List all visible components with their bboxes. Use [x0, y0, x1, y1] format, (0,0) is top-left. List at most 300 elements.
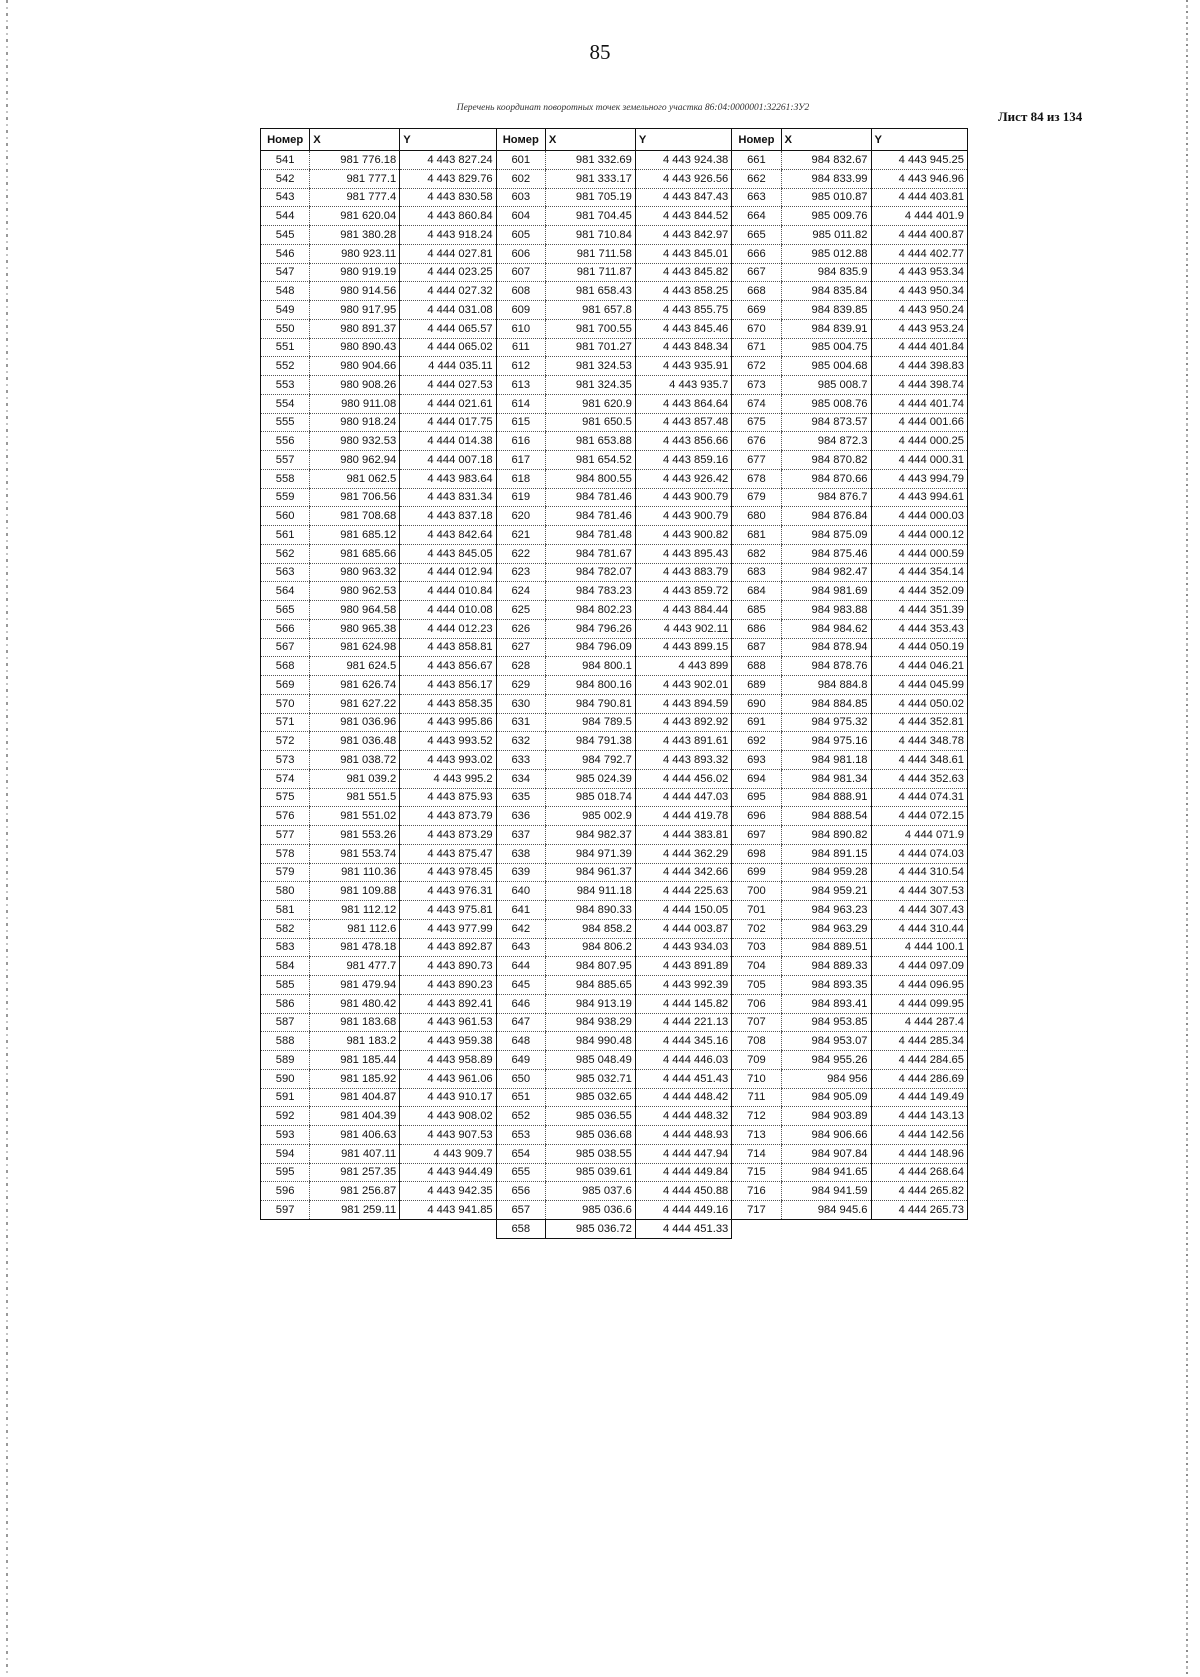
- cell-x-coordinate: 984 982.47: [781, 563, 871, 582]
- cell-y-coordinate: 4 443 935.91: [635, 357, 731, 376]
- cell-y-coordinate: 4 443 830.58: [400, 188, 496, 207]
- cell-point-number: 576: [261, 807, 310, 826]
- cell-y-coordinate: 4 443 858.35: [400, 694, 496, 713]
- table-row: [261, 282, 968, 301]
- cell-y-coordinate: 4 444 072.15: [871, 807, 967, 826]
- cell-point-number: 678: [732, 469, 781, 488]
- cell-x-coordinate: 984 888.54: [781, 807, 871, 826]
- cell-point-number: 588: [261, 1032, 310, 1051]
- cell-point-number: 717: [732, 1201, 781, 1220]
- empty-cell: [732, 1219, 781, 1238]
- cell-point-number: 642: [496, 919, 545, 938]
- cell-y-coordinate: 4 443 993.02: [400, 751, 496, 770]
- cell-x-coordinate: 981 553.26: [310, 826, 400, 845]
- cell-y-coordinate: 4 444 007.18: [400, 451, 496, 470]
- cell-x-coordinate: 984 907.84: [781, 1144, 871, 1163]
- cell-x-coordinate: 981 685.66: [310, 544, 400, 563]
- cell-x-coordinate: 984 911.18: [545, 882, 635, 901]
- cell-point-number: 695: [732, 788, 781, 807]
- table-row: [261, 657, 968, 676]
- cell-x-coordinate: 984 889.51: [781, 938, 871, 957]
- table-row: [261, 807, 968, 826]
- cell-x-coordinate: 981 036.48: [310, 732, 400, 751]
- cell-y-coordinate: 4 444 010.08: [400, 601, 496, 620]
- table-row: [261, 638, 968, 657]
- table-row: [261, 1013, 968, 1032]
- cell-y-coordinate: 4 444 351.39: [871, 601, 967, 620]
- cell-y-coordinate: 4 444 012.94: [400, 563, 496, 582]
- table-row: [261, 882, 968, 901]
- cell-y-coordinate: 4 444 000.03: [871, 507, 967, 526]
- cell-point-number: 611: [496, 338, 545, 357]
- cell-y-coordinate: 4 443 883.79: [635, 563, 731, 582]
- cell-x-coordinate: 981 404.39: [310, 1107, 400, 1126]
- cell-y-coordinate: 4 444 000.25: [871, 432, 967, 451]
- cell-x-coordinate: 984 800.16: [545, 676, 635, 695]
- cell-y-coordinate: 4 444 046.21: [871, 657, 967, 676]
- cell-point-number: 664: [732, 207, 781, 226]
- cell-point-number: 692: [732, 732, 781, 751]
- cell-point-number: 615: [496, 413, 545, 432]
- cell-point-number: 594: [261, 1144, 310, 1163]
- cell-y-coordinate: 4 444 145.82: [635, 994, 731, 1013]
- cell-y-coordinate: 4 444 003.87: [635, 919, 731, 938]
- cell-y-coordinate: 4 444 035.11: [400, 357, 496, 376]
- cell-y-coordinate: 4 444 265.82: [871, 1182, 967, 1201]
- cell-point-number: 587: [261, 1013, 310, 1032]
- cell-y-coordinate: 4 443 907.53: [400, 1126, 496, 1145]
- cell-point-number: 708: [732, 1032, 781, 1051]
- cell-y-coordinate: 4 444 031.08: [400, 301, 496, 320]
- cell-point-number: 710: [732, 1069, 781, 1088]
- cell-x-coordinate: 981 553.74: [310, 844, 400, 863]
- cell-x-coordinate: 985 036.55: [545, 1107, 635, 1126]
- table-row: [261, 469, 968, 488]
- cell-point-number: 597: [261, 1201, 310, 1220]
- cell-x-coordinate: 984 893.41: [781, 994, 871, 1013]
- cell-x-coordinate: 980 908.26: [310, 376, 400, 395]
- cell-point-number: 679: [732, 488, 781, 507]
- cell-y-coordinate: 4 443 856.17: [400, 676, 496, 695]
- cell-x-coordinate: 985 048.49: [545, 1051, 635, 1070]
- cell-y-coordinate: 4 443 976.31: [400, 882, 496, 901]
- cell-point-number: 559: [261, 488, 310, 507]
- table-row: [261, 1107, 968, 1126]
- cell-x-coordinate: 981 380.28: [310, 226, 400, 245]
- cell-y-coordinate: 4 444 402.77: [871, 244, 967, 263]
- cell-y-coordinate: 4 443 918.24: [400, 226, 496, 245]
- cell-y-coordinate: 4 444 285.34: [871, 1032, 967, 1051]
- cell-x-coordinate: 984 796.26: [545, 619, 635, 638]
- cell-point-number: 665: [732, 226, 781, 245]
- cell-point-number: 590: [261, 1069, 310, 1088]
- cell-y-coordinate: 4 444 100.1: [871, 938, 967, 957]
- cell-y-coordinate: 4 444 449.84: [635, 1163, 731, 1182]
- table-row: [261, 394, 968, 413]
- cell-point-number: 647: [496, 1013, 545, 1032]
- cell-x-coordinate: 985 004.75: [781, 338, 871, 357]
- cell-y-coordinate: 4 444 012.23: [400, 619, 496, 638]
- cell-y-coordinate: 4 443 857.48: [635, 413, 731, 432]
- cell-point-number: 685: [732, 601, 781, 620]
- cell-point-number: 593: [261, 1126, 310, 1145]
- cell-point-number: 698: [732, 844, 781, 863]
- cell-x-coordinate: 984 963.23: [781, 901, 871, 920]
- cell-x-coordinate: 984 959.28: [781, 863, 871, 882]
- cell-point-number: 700: [732, 882, 781, 901]
- cell-x-coordinate: 981 701.27: [545, 338, 635, 357]
- cell-x-coordinate: 985 009.76: [781, 207, 871, 226]
- header-x-3: X: [781, 129, 871, 151]
- cell-x-coordinate: 984 945.6: [781, 1201, 871, 1220]
- cell-y-coordinate: 4 444 142.56: [871, 1126, 967, 1145]
- cell-point-number: 580: [261, 882, 310, 901]
- table-row: [261, 976, 968, 995]
- cell-y-coordinate: 4 444 143.13: [871, 1107, 967, 1126]
- cell-point-number: 646: [496, 994, 545, 1013]
- cell-point-number: 603: [496, 188, 545, 207]
- cell-point-number: 562: [261, 544, 310, 563]
- cell-point-number: 596: [261, 1182, 310, 1201]
- cell-y-coordinate: 4 444 362.29: [635, 844, 731, 863]
- cell-x-coordinate: 985 008.76: [781, 394, 871, 413]
- cell-x-coordinate: 984 963.29: [781, 919, 871, 938]
- cell-y-coordinate: 4 443 845.46: [635, 319, 731, 338]
- cell-x-coordinate: 984 938.29: [545, 1013, 635, 1032]
- cell-y-coordinate: 4 443 845.82: [635, 263, 731, 282]
- cell-y-coordinate: 4 443 959.38: [400, 1032, 496, 1051]
- empty-cell: [781, 1219, 871, 1238]
- cell-y-coordinate: 4 443 900.79: [635, 507, 731, 526]
- cell-x-coordinate: 980 911.08: [310, 394, 400, 413]
- cell-point-number: 672: [732, 357, 781, 376]
- cell-x-coordinate: 984 789.5: [545, 713, 635, 732]
- cell-point-number: 630: [496, 694, 545, 713]
- cell-y-coordinate: 4 443 935.7: [635, 376, 731, 395]
- cell-y-coordinate: 4 444 449.16: [635, 1201, 731, 1220]
- cell-x-coordinate: 981 185.92: [310, 1069, 400, 1088]
- table-row: [261, 544, 968, 563]
- table-row: [261, 994, 968, 1013]
- cell-x-coordinate: 984 890.82: [781, 826, 871, 845]
- cell-point-number: 592: [261, 1107, 310, 1126]
- cell-point-number: 542: [261, 169, 310, 188]
- cell-x-coordinate: 984 839.91: [781, 319, 871, 338]
- cell-y-coordinate: 4 444 451.33: [635, 1219, 731, 1238]
- cell-y-coordinate: 4 444 307.53: [871, 882, 967, 901]
- cell-point-number: 714: [732, 1144, 781, 1163]
- cell-y-coordinate: 4 443 942.35: [400, 1182, 496, 1201]
- cell-x-coordinate: 984 802.23: [545, 601, 635, 620]
- cell-x-coordinate: 984 884.85: [781, 694, 871, 713]
- cell-x-coordinate: 981 407.11: [310, 1144, 400, 1163]
- cell-x-coordinate: 985 036.72: [545, 1219, 635, 1238]
- coordinates-table: [260, 128, 968, 1239]
- cell-y-coordinate: 4 444 149.49: [871, 1088, 967, 1107]
- cell-point-number: 577: [261, 826, 310, 845]
- cell-point-number: 620: [496, 507, 545, 526]
- cell-y-coordinate: 4 443 892.92: [635, 713, 731, 732]
- cell-y-coordinate: 4 444 403.81: [871, 188, 967, 207]
- cell-x-coordinate: 985 004.68: [781, 357, 871, 376]
- cell-x-coordinate: 981 333.17: [545, 169, 635, 188]
- table-row: [261, 863, 968, 882]
- table-row: [261, 451, 968, 470]
- cell-x-coordinate: 985 036.6: [545, 1201, 635, 1220]
- cell-x-coordinate: 981 551.02: [310, 807, 400, 826]
- empty-cell: [400, 1219, 496, 1238]
- cell-x-coordinate: 980 923.11: [310, 244, 400, 263]
- cell-point-number: 605: [496, 226, 545, 245]
- cell-point-number: 658: [496, 1219, 545, 1238]
- cell-y-coordinate: 4 443 873.29: [400, 826, 496, 845]
- table-row: [261, 226, 968, 245]
- cell-y-coordinate: 4 444 345.16: [635, 1032, 731, 1051]
- cell-x-coordinate: 981 038.72: [310, 751, 400, 770]
- cell-point-number: 686: [732, 619, 781, 638]
- table-row: [261, 301, 968, 320]
- cell-point-number: 625: [496, 601, 545, 620]
- cell-point-number: 694: [732, 769, 781, 788]
- cell-point-number: 650: [496, 1069, 545, 1088]
- cell-point-number: 546: [261, 244, 310, 263]
- cell-point-number: 691: [732, 713, 781, 732]
- cell-y-coordinate: 4 443 908.02: [400, 1107, 496, 1126]
- cell-point-number: 565: [261, 601, 310, 620]
- cell-y-coordinate: 4 444 074.31: [871, 788, 967, 807]
- cell-x-coordinate: 981 324.35: [545, 376, 635, 395]
- cell-x-coordinate: 984 876.84: [781, 507, 871, 526]
- cell-point-number: 571: [261, 713, 310, 732]
- cell-point-number: 564: [261, 582, 310, 601]
- cell-point-number: 627: [496, 638, 545, 657]
- cell-x-coordinate: 981 704.45: [545, 207, 635, 226]
- cell-y-coordinate: 4 444 310.44: [871, 919, 967, 938]
- cell-y-coordinate: 4 444 097.09: [871, 957, 967, 976]
- empty-cell: [871, 1219, 967, 1238]
- cell-x-coordinate: 985 024.39: [545, 769, 635, 788]
- cell-y-coordinate: 4 444 010.84: [400, 582, 496, 601]
- table-row: [261, 338, 968, 357]
- cell-point-number: 579: [261, 863, 310, 882]
- cell-point-number: 668: [732, 282, 781, 301]
- cell-x-coordinate: 981 112.6: [310, 919, 400, 938]
- cell-y-coordinate: 4 444 287.4: [871, 1013, 967, 1032]
- cell-y-coordinate: 4 443 875.47: [400, 844, 496, 863]
- cell-point-number: 702: [732, 919, 781, 938]
- table-row: [261, 1163, 968, 1182]
- cell-point-number: 610: [496, 319, 545, 338]
- header-number-2: Номер: [496, 129, 545, 151]
- cell-point-number: 558: [261, 469, 310, 488]
- cell-y-coordinate: 4 443 842.97: [635, 226, 731, 245]
- cell-x-coordinate: 985 039.61: [545, 1163, 635, 1182]
- cell-point-number: 581: [261, 901, 310, 920]
- cell-y-coordinate: 4 444 148.96: [871, 1144, 967, 1163]
- cell-x-coordinate: 984 790.81: [545, 694, 635, 713]
- table-row: [261, 938, 968, 957]
- cell-point-number: 680: [732, 507, 781, 526]
- page-number: 85: [589, 40, 611, 64]
- document-title: Перечень координат поворотных точек земельного участка 86:04:0000001:32261:ЗУ2: [456, 103, 810, 113]
- cell-y-coordinate: 4 443 978.45: [400, 863, 496, 882]
- cell-point-number: 707: [732, 1013, 781, 1032]
- header-y-3: Y: [871, 129, 967, 151]
- cell-y-coordinate: 4 443 899.15: [635, 638, 731, 657]
- table-row: [261, 732, 968, 751]
- cell-x-coordinate: 981 480.42: [310, 994, 400, 1013]
- cell-y-coordinate: 4 443 845.01: [635, 244, 731, 263]
- cell-point-number: 557: [261, 451, 310, 470]
- cell-point-number: 613: [496, 376, 545, 395]
- cell-y-coordinate: 4 443 856.66: [635, 432, 731, 451]
- cell-y-coordinate: 4 443 958.89: [400, 1051, 496, 1070]
- table-row-extra: [261, 1219, 968, 1238]
- cell-x-coordinate: 984 833.99: [781, 169, 871, 188]
- cell-y-coordinate: 4 444 074.03: [871, 844, 967, 863]
- cell-y-coordinate: 4 444 401.9: [871, 207, 967, 226]
- cell-point-number: 655: [496, 1163, 545, 1182]
- cell-x-coordinate: 984 870.66: [781, 469, 871, 488]
- cell-x-coordinate: 981 259.11: [310, 1201, 400, 1220]
- cell-point-number: 553: [261, 376, 310, 395]
- cell-point-number: 549: [261, 301, 310, 320]
- cell-x-coordinate: 984 955.26: [781, 1051, 871, 1070]
- cell-point-number: 543: [261, 188, 310, 207]
- cell-y-coordinate: 4 443 924.38: [635, 151, 731, 170]
- cell-y-coordinate: 4 443 961.06: [400, 1069, 496, 1088]
- cell-y-coordinate: 4 443 994.79: [871, 469, 967, 488]
- cell-y-coordinate: 4 444 448.93: [635, 1126, 731, 1145]
- cell-x-coordinate: 984 873.57: [781, 413, 871, 432]
- cell-y-coordinate: 4 443 902.01: [635, 676, 731, 695]
- cell-point-number: 595: [261, 1163, 310, 1182]
- header-number-1: Номер: [261, 129, 310, 151]
- header-y-2: Y: [635, 129, 731, 151]
- cell-x-coordinate: 984 888.91: [781, 788, 871, 807]
- table-row: [261, 169, 968, 188]
- cell-y-coordinate: 4 444 265.73: [871, 1201, 967, 1220]
- cell-x-coordinate: 981 624.5: [310, 657, 400, 676]
- cell-x-coordinate: 984 876.7: [781, 488, 871, 507]
- cell-point-number: 671: [732, 338, 781, 357]
- cell-y-coordinate: 4 444 221.13: [635, 1013, 731, 1032]
- cell-point-number: 612: [496, 357, 545, 376]
- header-number-3: Номер: [732, 129, 781, 151]
- table-row: [261, 1051, 968, 1070]
- cell-y-coordinate: 4 444 014.38: [400, 432, 496, 451]
- cell-point-number: 636: [496, 807, 545, 826]
- cell-y-coordinate: 4 443 994.61: [871, 488, 967, 507]
- cell-point-number: 677: [732, 451, 781, 470]
- cell-point-number: 654: [496, 1144, 545, 1163]
- cell-point-number: 616: [496, 432, 545, 451]
- cell-x-coordinate: 980 963.32: [310, 563, 400, 582]
- cell-x-coordinate: 984 890.33: [545, 901, 635, 920]
- cell-x-coordinate: 981 624.98: [310, 638, 400, 657]
- table-row: [261, 694, 968, 713]
- cell-point-number: 545: [261, 226, 310, 245]
- cell-point-number: 637: [496, 826, 545, 845]
- table-row: [261, 957, 968, 976]
- cell-x-coordinate: 981 256.87: [310, 1182, 400, 1201]
- cell-point-number: 663: [732, 188, 781, 207]
- cell-y-coordinate: 4 443 946.96: [871, 169, 967, 188]
- table-row: [261, 207, 968, 226]
- cell-x-coordinate: 984 953.07: [781, 1032, 871, 1051]
- cell-y-coordinate: 4 443 894.59: [635, 694, 731, 713]
- cell-x-coordinate: 980 964.58: [310, 601, 400, 620]
- cell-x-coordinate: 984 800.55: [545, 469, 635, 488]
- cell-y-coordinate: 4 443 858.81: [400, 638, 496, 657]
- cell-x-coordinate: 984 807.95: [545, 957, 635, 976]
- cell-x-coordinate: 981 627.22: [310, 694, 400, 713]
- cell-y-coordinate: 4 443 975.81: [400, 901, 496, 920]
- cell-x-coordinate: 984 870.82: [781, 451, 871, 470]
- cell-y-coordinate: 4 444 000.31: [871, 451, 967, 470]
- cell-x-coordinate: 985 010.87: [781, 188, 871, 207]
- cell-y-coordinate: 4 443 983.64: [400, 469, 496, 488]
- cell-y-coordinate: 4 443 944.49: [400, 1163, 496, 1182]
- cell-point-number: 699: [732, 863, 781, 882]
- cell-point-number: 608: [496, 282, 545, 301]
- cell-x-coordinate: 984 961.37: [545, 863, 635, 882]
- cell-point-number: 585: [261, 976, 310, 995]
- cell-point-number: 556: [261, 432, 310, 451]
- table-row: [261, 488, 968, 507]
- cell-y-coordinate: 4 443 992.39: [635, 976, 731, 995]
- cell-y-coordinate: 4 443 873.79: [400, 807, 496, 826]
- cell-point-number: 619: [496, 488, 545, 507]
- cell-point-number: 712: [732, 1107, 781, 1126]
- cell-point-number: 632: [496, 732, 545, 751]
- cell-y-coordinate: 4 443 900.82: [635, 526, 731, 545]
- cell-y-coordinate: 4 444 446.03: [635, 1051, 731, 1070]
- cell-point-number: 667: [732, 263, 781, 282]
- table-row: [261, 188, 968, 207]
- cell-x-coordinate: 984 835.84: [781, 282, 871, 301]
- cell-point-number: 548: [261, 282, 310, 301]
- cell-point-number: 688: [732, 657, 781, 676]
- table-row: [261, 376, 968, 395]
- cell-x-coordinate: 981 658.43: [545, 282, 635, 301]
- cell-x-coordinate: 984 796.09: [545, 638, 635, 657]
- table-row: [261, 1126, 968, 1145]
- cell-x-coordinate: 981 185.44: [310, 1051, 400, 1070]
- cell-y-coordinate: 4 444 348.78: [871, 732, 967, 751]
- cell-x-coordinate: 984 990.48: [545, 1032, 635, 1051]
- cell-y-coordinate: 4 443 891.89: [635, 957, 731, 976]
- cell-point-number: 589: [261, 1051, 310, 1070]
- cell-y-coordinate: 4 444 225.63: [635, 882, 731, 901]
- cell-x-coordinate: 984 981.34: [781, 769, 871, 788]
- cell-x-coordinate: 980 904.66: [310, 357, 400, 376]
- cell-x-coordinate: 984 884.8: [781, 676, 871, 695]
- cell-y-coordinate: 4 443 845.05: [400, 544, 496, 563]
- cell-x-coordinate: 984 913.19: [545, 994, 635, 1013]
- cell-x-coordinate: 985 038.55: [545, 1144, 635, 1163]
- cell-y-coordinate: 4 444 027.81: [400, 244, 496, 263]
- cell-point-number: 555: [261, 413, 310, 432]
- empty-cell: [261, 1219, 310, 1238]
- cell-point-number: 649: [496, 1051, 545, 1070]
- cell-x-coordinate: 984 781.67: [545, 544, 635, 563]
- cell-y-coordinate: 4 444 383.81: [635, 826, 731, 845]
- table-row: [261, 507, 968, 526]
- cell-y-coordinate: 4 443 827.24: [400, 151, 496, 170]
- cell-y-coordinate: 4 443 892.87: [400, 938, 496, 957]
- cell-y-coordinate: 4 443 910.17: [400, 1088, 496, 1107]
